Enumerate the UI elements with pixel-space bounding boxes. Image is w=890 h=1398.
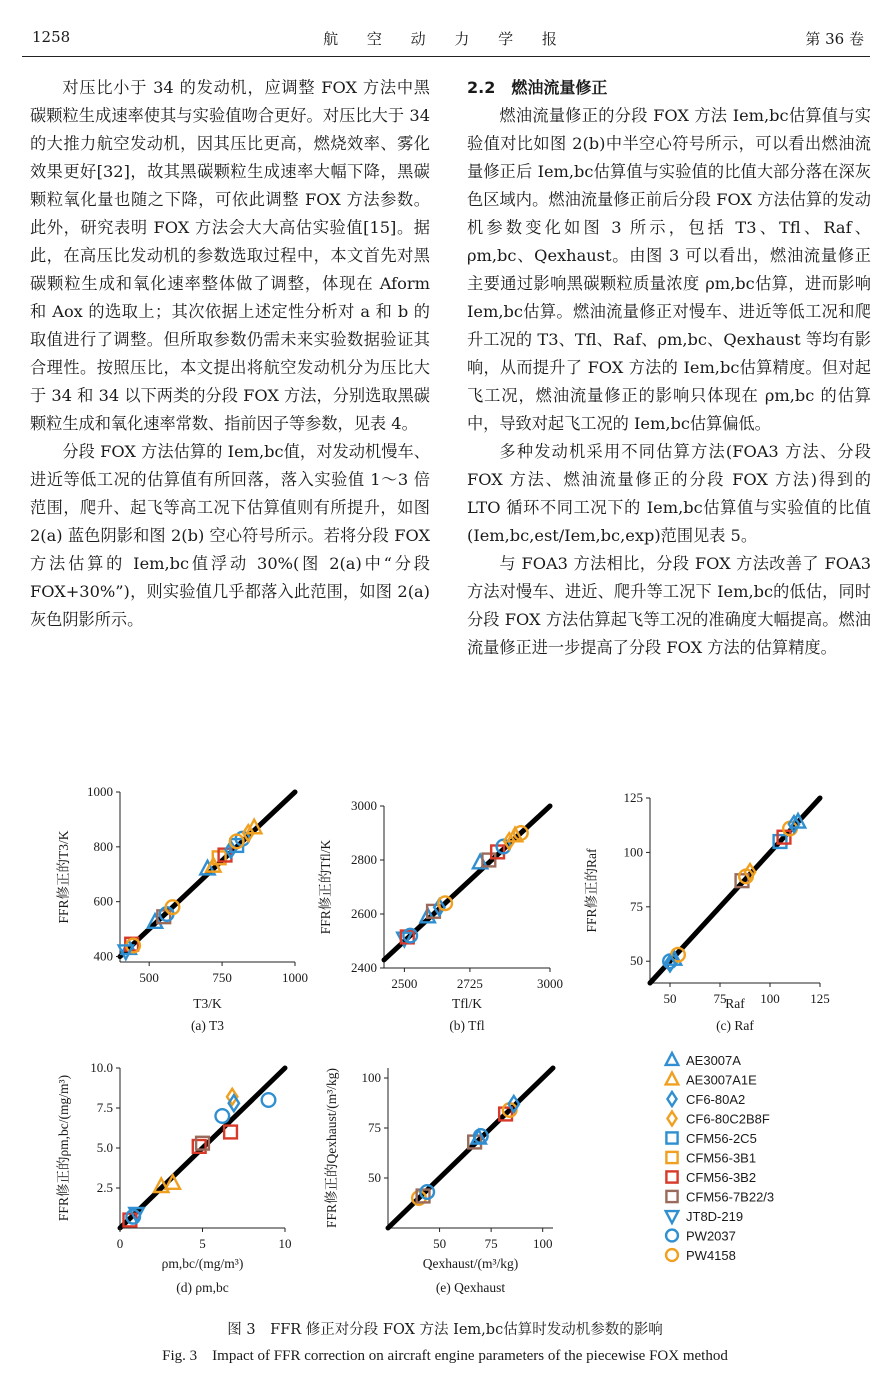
legend-marker (666, 1132, 677, 1143)
legend-label: CF6-80A2 (686, 1092, 746, 1107)
y-tick-label: 10.0 (90, 1060, 113, 1075)
x-tick-label: 2500 (391, 976, 418, 991)
legend-marker (666, 1230, 678, 1242)
journal-name: 航 空 动 力 学 报 (323, 30, 569, 48)
subplot-caption: (a) T3 (190, 1018, 225, 1033)
figure-caption-cn: 图 3 FFR 修正对分段 FOX 方法 Iem,bc估算时发动机参数的影响 (227, 1322, 663, 1338)
x-tick-label: 10 (278, 1236, 292, 1251)
x-tick-label: 50 (663, 991, 677, 1006)
subplot-b (318, 798, 563, 1033)
subplot-e (324, 1068, 553, 1295)
legend-item (666, 1229, 736, 1244)
legend-label: AE3007A1E (686, 1072, 757, 1088)
legend-marker (666, 1191, 677, 1202)
legend-item (666, 1131, 756, 1146)
y-axis-label: FFR修正的Qexhaust/(m³/kg) (324, 1067, 339, 1229)
legend-label: CFM56-2C5 (686, 1131, 757, 1146)
legend-marker (667, 1092, 676, 1106)
y-tick-label: 2400 (351, 960, 377, 975)
y-tick-label: 400 (93, 948, 113, 964)
x-tick-label: 50 (433, 1236, 447, 1251)
subplot-caption: (c) Raf (716, 1018, 754, 1033)
legend-marker (666, 1073, 679, 1085)
volume-number: 第 36 卷 (805, 30, 864, 48)
y-tick-label: 5.0 (96, 1140, 113, 1155)
y-tick-label: 75 (368, 1120, 381, 1135)
subplot-caption: (b) Tfl (449, 1018, 485, 1033)
subplot-c (584, 790, 830, 1033)
y-tick-label: 100 (623, 844, 643, 860)
legend-item (666, 1248, 736, 1263)
paragraph: 对压比小于 34 的发动机，应调整 FOX 方法中黑碳颗粒生成速率使其与实验值吻合更好。对压比大于 34 的大推力航空发动机，因其压比更高，燃烧效率、雾化效果更好[32]，故其黑碳颗粒生成速率大幅下降，黑碳颗粒氧化量也随之下降，可依此调整 FOX 方法参数。此外，研究表明 FOX 方法会大大高估实验值[15]。据此，在高压比发动机的参数选取过程中，本文首先对黑碳颗粒生成和氧化速率整体做了调整，体现在 Aform 和 Aox 的选取上；其次依据上述定性分析对 a 和 b 的取值进行了调整。但所取参数仍需未来实验数据验证其合理性。按照压比，本文提出将航空发动机分为压比大于 34 和 34 以下两类的分段 FOX 方法，分别选取黑碳颗粒生成和氧化速率常数、指前因子等参数，见表 4。 (30, 78, 430, 433)
y-tick-label: 125 (623, 790, 643, 805)
subplot-caption: (d) ρm,bc (176, 1280, 229, 1295)
x-tick-label: 5 (199, 1236, 206, 1251)
y-axis-label: FFR修正的T3/K (56, 830, 71, 924)
x-axis-label: ρm,bc/(mg/m³) (161, 1256, 244, 1271)
legend-marker (666, 1053, 679, 1065)
y-tick-label: 800 (93, 838, 113, 854)
legend-label: PW4158 (686, 1248, 736, 1263)
data-point (216, 1109, 230, 1123)
y-tick-label: 7.5 (96, 1100, 113, 1115)
x-tick-label: 75 (713, 991, 727, 1006)
legend-marker (666, 1152, 677, 1163)
y-tick-label: 2800 (351, 852, 377, 867)
x-tick-label: 500 (139, 970, 159, 985)
x-tick-label: 750 (212, 970, 232, 985)
legend-item (666, 1190, 774, 1205)
x-tick-label: 3000 (537, 976, 563, 991)
y-tick-label: 50 (368, 1170, 381, 1185)
subplot-d (56, 1060, 292, 1295)
legend-item (667, 1112, 769, 1127)
y-tick-label: 1000 (87, 784, 113, 799)
x-tick-label: 100 (532, 1236, 553, 1251)
legend-marker (666, 1211, 679, 1223)
y-axis-label: FFR修正的Tfl/K (318, 839, 333, 935)
x-tick-label: 75 (484, 1236, 498, 1251)
legend-label: CFM56-3B1 (686, 1150, 757, 1166)
legend-marker (667, 1112, 676, 1126)
legend-item (666, 1073, 757, 1088)
x-tick-label: 0 (116, 1236, 124, 1251)
legend-label: CFM56-3B2 (686, 1170, 757, 1185)
legend-label: CFM56-7B22/3 (686, 1189, 775, 1205)
identity-line (120, 1068, 285, 1228)
page-number: 1258 (32, 28, 71, 46)
figure-caption-en: Fig. 3 Impact of FFR correction on aircraft engine parameters of the piecewise FOX method (162, 1348, 728, 1364)
legend (666, 1053, 774, 1263)
x-axis-label: Qexhaust/(m³/kg) (422, 1256, 519, 1271)
x-axis-label: Tfl/K (452, 996, 482, 1011)
y-tick-label: 100 (361, 1070, 381, 1085)
x-tick-label: 125 (810, 991, 830, 1006)
y-tick-label: 75 (630, 898, 643, 914)
data-point (262, 1093, 276, 1107)
paragraph: 多种发动机采用不同估算方法(FOA3 方法、分段 FOX 方法、燃油流量修正的分段 FOX 方法)得到的 LTO 循环不同工况下的 Iem,bc估算值与实验值的比值(Iem,bc,est/Iem,bc,exp)范围见表 5。 (467, 442, 871, 545)
y-tick-label: 600 (93, 893, 113, 909)
subplot-a (56, 784, 308, 1033)
legend-marker (666, 1249, 678, 1261)
y-tick-label: 3000 (351, 798, 377, 813)
paragraph: 分段 FOX 方法估算的 Iem,bc值，对发动机慢车、进近等低工况的估算值有所回落，落入实验值 1～3 倍范围，爬升、起飞等高工况下估算值则有所提升，如图 2(a) 蓝色阴影和图 2(b) 空心符号所示。若将分段 FOX 方法估算的 Iem,bc值浮动 30%(图 2(a)中“分段 FOX+30%”)，则实验值几乎都落入此范围，如图 2(a) 灰色阴影所示。 (30, 442, 430, 629)
y-tick-label: 50 (630, 953, 643, 969)
legend-item (666, 1053, 742, 1068)
legend-item (666, 1209, 743, 1224)
legend-item (666, 1151, 756, 1166)
x-axis-label: T3/K (193, 996, 222, 1011)
section-heading: 2.2 燃油流量修正 (467, 78, 608, 97)
x-axis-label: Raf (725, 996, 745, 1011)
x-tick-label: 1000 (282, 970, 308, 985)
paragraph: 燃油流量修正的分段 FOX 方法 Iem,bc估算值与实验值对比如图 2(b)中半空心符号所示，可以看出燃油流量修正后 Iem,bc估算值与实验值的比值大部分落在深灰色区域内。燃油流量修正前后分段 FOX 方法估算的发动机参数变化如图 3 所示，包括 T3、Tfl、Raf、ρm,bc、Qexhaust。由图 3 可以看出，燃油流量修正主要通过影响黑碳颗粒质量浓度 ρm,bc估算，进而影响 Iem,bc估算。燃油流量修正对慢车、进近等低工况和爬升工况的 T3、Tfl、Raf、ρm,bc、Qexhaust 等均有影响，从而提升了 FOX 方法的 Iem,bc估算精度。但对起飞工况，燃油流量修正的影响只体现在 ρm,bc 的估算中，导致对起飞工况的 Iem,bc估算偏低。 (467, 106, 871, 433)
x-tick-label: 2725 (456, 976, 483, 991)
legend-label: CF6-80C2B8F (686, 1111, 770, 1127)
y-tick-label: 2600 (351, 906, 377, 921)
legend-item (667, 1092, 745, 1107)
subplot-caption: (e) Qexhaust (435, 1280, 506, 1295)
y-axis-label: FFR修正的ρm,bc/(mg/m³) (56, 1074, 71, 1222)
legend-label: AE3007A (686, 1053, 741, 1068)
legend-item (666, 1170, 756, 1185)
x-tick-label: 100 (760, 991, 780, 1006)
paragraph: 与 FOA3 方法相比，分段 FOX 方法改善了 FOA3 方法对慢车、进近、爬升等工况下 Iem,bc的低估，同时分段 FOX 方法估算起飞等工况的准确度大幅提高。燃油流量修正进一步提高了分段 FOX 方法的估算精度。 (467, 554, 871, 657)
y-tick-label: 2.5 (96, 1180, 113, 1195)
legend-marker (666, 1171, 677, 1182)
legend-label: PW2037 (686, 1228, 736, 1244)
y-axis-label: FFR修正的Raf (584, 848, 599, 933)
legend-label: JT8D-219 (686, 1209, 744, 1224)
